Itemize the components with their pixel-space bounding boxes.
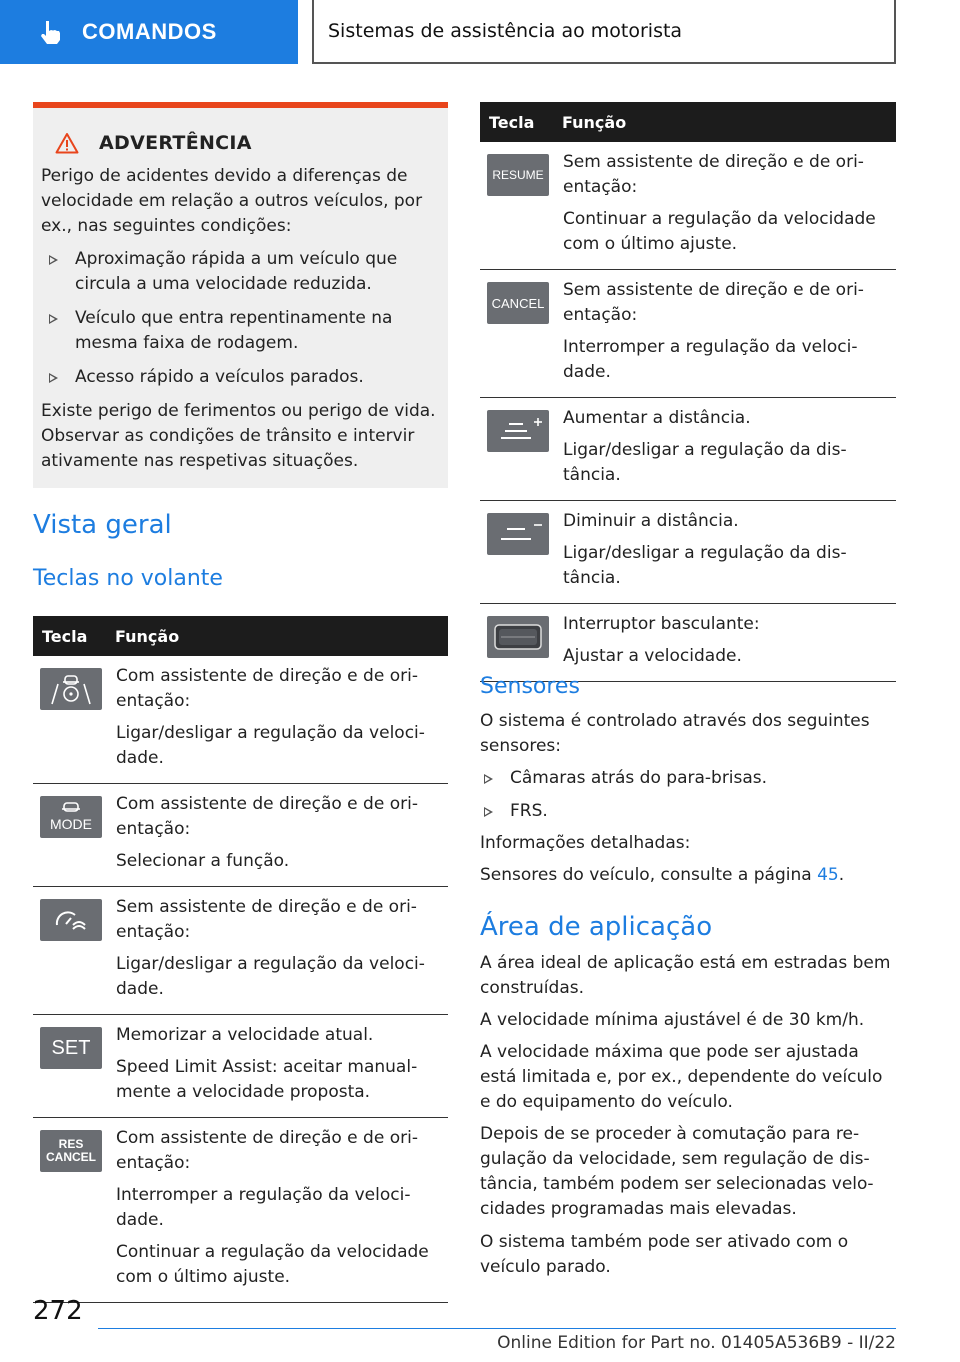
- bullet-triangle-icon: [484, 807, 493, 817]
- table-row: RES CANCEL Com assistente de direção e de orientação: Interromper a regulação da velocidade. Continuar a regulação da velocidade com o último ajuste.: [33, 1118, 448, 1303]
- warning-item: Aproximação rápida a um veículo que circula a uma velocidade reduzida.: [41, 247, 440, 297]
- table-row: CANCEL Sem assistente de direção e de orientação: Interromper a regulação da velocidade.: [480, 270, 896, 398]
- hand-pointer-icon: [36, 18, 64, 46]
- table-row: Diminuir a distância. Ligar/desligar a regulação da distância.: [480, 501, 896, 604]
- table-header: Tecla Função: [480, 102, 896, 142]
- application-paragraph: A área ideal de aplicação está em estradas bem construídas.: [480, 953, 891, 998]
- section-title: COMANDOS: [82, 19, 217, 44]
- rocker-switch-icon: [487, 616, 549, 658]
- bullet-triangle-icon: [484, 774, 493, 784]
- section-heading-application: Área de aplicação: [480, 912, 713, 942]
- cancel-key-icon: CANCEL: [487, 282, 549, 324]
- warning-item: Acesso rápido a veículos parados.: [41, 365, 440, 390]
- table-row: Aumentar a distância. Ligar/desligar a regulação da distância.: [480, 398, 896, 501]
- table-row: SET Memorizar a velocidade atual. Speed Limit Assist: aceitar manualmente a velocidade proposta.: [33, 1015, 448, 1118]
- warning-intro: Perigo de acidentes devido a diferenças de velocidade em relação a outros veículos, por ex., nas seguintes condições:: [41, 166, 423, 236]
- application-paragraph: Depois de se proceder à comutação para regulação da velocidade, sem regulação de distância, também podem ser selecionadas velocidades programadas mais elevadas.: [480, 1124, 874, 1219]
- section-heading-sensors: Sensores: [480, 674, 580, 699]
- set-key-icon: SET: [40, 1027, 102, 1069]
- page-number: 272: [33, 1296, 83, 1326]
- subheading-wheel-keys: Teclas no volante: [33, 566, 223, 591]
- table-row: Sem assistente de direção e de orientação: Ligar/desligar a regulação da velocidade.: [33, 887, 448, 1015]
- list-item: Câmaras atrás do para-brisas.: [480, 766, 896, 791]
- bullet-triangle-icon: [49, 314, 58, 324]
- speedometer-key-icon: [40, 899, 102, 941]
- keys-table-right: [480, 102, 896, 682]
- table-row: RESUME Sem assistente de direção e de orientação: Continuar a regulação da velocidade com o último ajuste.: [480, 142, 896, 270]
- resume-key-icon: RESUME: [487, 154, 549, 196]
- chapter-title: Sistemas de assistência ao motorista: [312, 0, 896, 64]
- details-label: Informações detalhadas:: [480, 833, 691, 853]
- application-paragraph: A velocidade mínima ajustável é de 30 km/h.: [480, 1010, 865, 1030]
- warning-triangle-icon: [55, 132, 79, 154]
- res-cancel-key-icon: RES CANCEL: [40, 1130, 102, 1172]
- distance-decrease-icon: [487, 513, 549, 555]
- keys-table-left: [33, 616, 448, 1303]
- section-heading-overview: Vista geral: [33, 510, 172, 540]
- assist-steering-icon: [40, 668, 102, 710]
- section-tab: [0, 0, 298, 64]
- warning-box: [33, 102, 448, 488]
- application-paragraph: A velocidade máxima que pode ser ajustada está limitada e, por ex., dependente do veículo e do equipamento do veículo.: [480, 1042, 883, 1112]
- edition-text: Online Edition for Part no. 01405A536B9 - II/22: [497, 1333, 896, 1353]
- table-row: Com assistente de direção e de orientação: Ligar/desligar a regulação da velocidade.: [33, 656, 448, 784]
- table-header: Tecla Função: [33, 616, 448, 656]
- warning-item: Veículo que entra repentinamente na mesma faixa de rodagem.: [41, 306, 440, 356]
- table-row: Interruptor basculante: Ajustar a velocidade.: [480, 604, 896, 682]
- warning-outro: Existe perigo de ferimentos ou perigo de vida. Observar as condições de trânsito e intervir ativamente nas respetivas situações.: [41, 401, 436, 471]
- application-paragraph: O sistema também pode ser ativado com o veículo parado.: [480, 1232, 849, 1277]
- distance-increase-icon: [487, 410, 549, 452]
- footer-divider: [98, 1328, 896, 1329]
- bullet-triangle-icon: [49, 373, 58, 383]
- sensors-intro: O sistema é controlado através dos seguintes sensores:: [480, 711, 870, 756]
- bullet-triangle-icon: [49, 255, 58, 265]
- warning-title: ADVERTÊNCIA: [99, 132, 252, 154]
- page-link[interactable]: 45: [817, 865, 839, 885]
- mode-key-icon: MODE: [40, 796, 102, 838]
- list-item: FRS.: [480, 799, 896, 824]
- table-row: MODE Com assistente de direção e de orientação: Selecionar a função.: [33, 784, 448, 887]
- page-reference: Sensores do veículo, consulte a página 45.: [480, 865, 845, 885]
